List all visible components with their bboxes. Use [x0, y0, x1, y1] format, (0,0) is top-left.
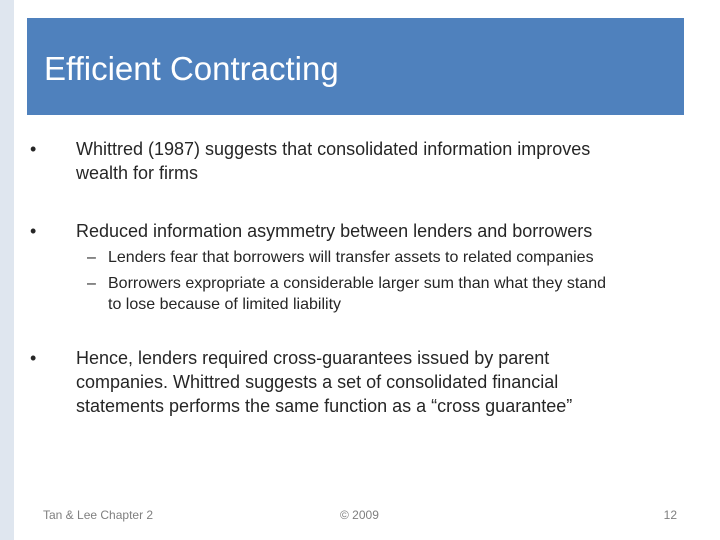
slide-title: Efficient Contracting — [44, 50, 339, 87]
bullet-marker: • — [30, 139, 37, 159]
footer-source: Tan & Lee Chapter 2 — [43, 508, 154, 522]
footer-copyright: © 2009 — [340, 508, 379, 522]
sub-bullet-text-line: to lose because of limited liability — [108, 296, 342, 313]
sub-bullet-marker: – — [87, 249, 96, 266]
bullet-text-line: wealth for firms — [76, 163, 199, 183]
bullet-marker: • — [30, 221, 37, 241]
bullet-text-line: statements performs the same function as a “cross guarantee” — [76, 396, 573, 416]
bullet-text-line: Reduced information asymmetry between lenders and borrowers — [76, 221, 593, 241]
page-number: 12 — [663, 508, 677, 522]
sub-bullet-marker: – — [87, 275, 96, 292]
bullet-text-line: Hence, lenders required cross-guarantees issued by parent — [76, 348, 550, 368]
bullet-marker: • — [30, 348, 37, 368]
sub-bullet-text-line: Lenders fear that borrowers will transfer assets to related companies — [108, 249, 594, 266]
bullet-text-line: Whittred (1987) suggests that consolidated information improves — [76, 139, 591, 159]
bullet-text-line: companies. Whittred suggests a set of consolidated financial — [76, 372, 559, 392]
sub-bullet-text-line: Borrowers expropriate a considerable larger sum than what they stand — [108, 275, 607, 292]
